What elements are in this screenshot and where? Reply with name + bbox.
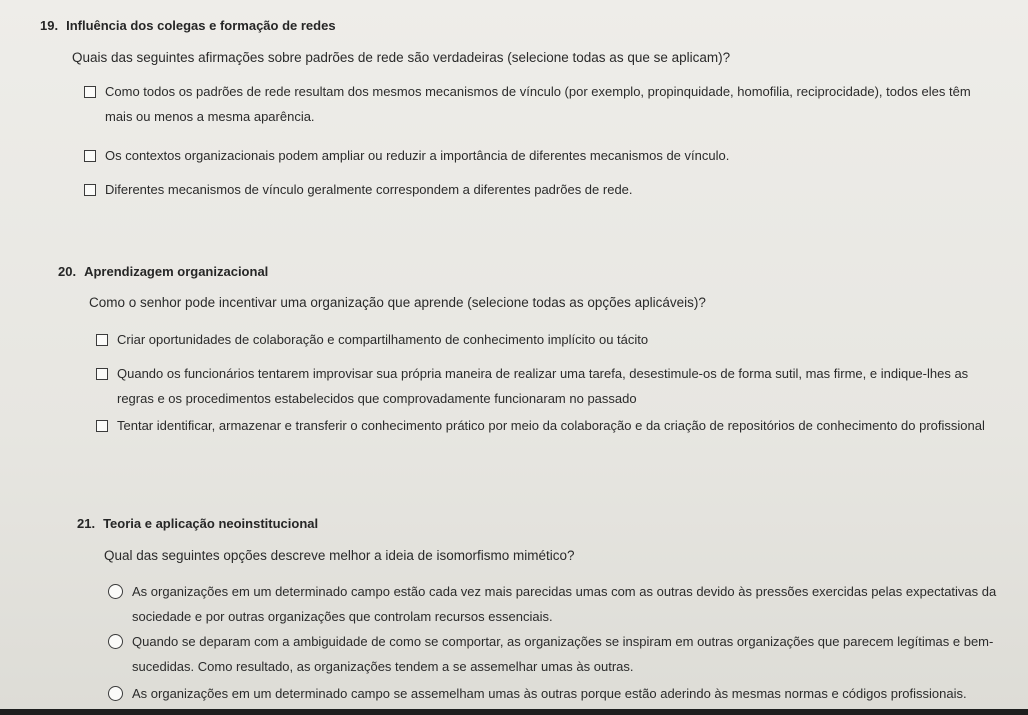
q19-option-3[interactable] xyxy=(84,182,994,202)
radio-button[interactable] xyxy=(108,686,123,701)
question-number: 21. xyxy=(77,516,96,531)
checkbox[interactable] xyxy=(96,334,108,346)
bottom-edge xyxy=(0,709,1028,715)
q21-option-3[interactable] xyxy=(108,686,998,706)
checkbox[interactable] xyxy=(96,420,108,432)
question-20-title xyxy=(58,264,268,279)
option-label: Criar oportunidades de colaboração e compartilhamento de conhecimento implícito ou tácito xyxy=(117,332,649,347)
checkbox[interactable] xyxy=(84,150,96,162)
q20-option-3[interactable] xyxy=(96,418,986,438)
option-label: Quando os funcionários tentarem improvisar sua própria maneira de realizar uma tarefa, desestimule-os de forma sutil, mas firme, e indique-lhes as regras e os procedimentos estabelecidos que comprovadamente funcionaram no passado xyxy=(117,366,969,406)
question-20-prompt: Como o senhor pode incentivar uma organização que aprende (selecione todas as opções aplicáveis)? xyxy=(89,295,706,310)
checkbox[interactable] xyxy=(84,86,96,98)
option-label: Como todos os padrões de rede resultam dos mesmos mecanismos de vínculo (por exemplo, propinquidade, homofilia, reciprocidade), todos eles têm mais ou menos a mesma aparência. xyxy=(105,84,971,124)
option-label: Tentar identificar, armazenar e transferir o conhecimento prático por meio da colaboração e da criação de repositórios de conhecimento do profissional xyxy=(117,418,985,433)
q19-option-1[interactable] xyxy=(84,84,994,129)
q20-option-1[interactable] xyxy=(96,332,986,352)
option-label: As organizações em um determinado campo se assemelham umas às outras porque estão aderindo às mesmas normas e códigos profissionais. xyxy=(132,686,967,701)
option-label: Os contextos organizacionais podem ampliar ou reduzir a importância de diferentes mecanismos de vínculo. xyxy=(105,148,730,163)
checkbox[interactable] xyxy=(84,184,96,196)
q19-option-2[interactable] xyxy=(84,148,994,168)
q21-option-1[interactable] xyxy=(108,584,998,629)
question-21-title xyxy=(77,516,318,531)
question-title-text: Aprendizagem organizacional xyxy=(84,264,269,279)
question-title-text: Influência dos colegas e formação de redes xyxy=(66,18,336,33)
question-number: 20. xyxy=(58,264,77,279)
radio-button[interactable] xyxy=(108,584,123,599)
radio-button[interactable] xyxy=(108,634,123,649)
q21-option-2[interactable] xyxy=(108,634,998,679)
q20-option-2[interactable] xyxy=(96,366,986,411)
option-label: As organizações em um determinado campo estão cada vez mais parecidas umas com as outras devido às pressões exercidas pelas expectativas da sociedade e por outras organizações que controlam recursos essenciais. xyxy=(132,584,997,624)
question-title-text: Teoria e aplicação neoinstitucional xyxy=(103,516,319,531)
question-19-title xyxy=(40,18,336,33)
checkbox[interactable] xyxy=(96,368,108,380)
option-label: Quando se deparam com a ambiguidade de como se comportar, as organizações se inspiram em outras organizações que parecem legítimas e bem-sucedidas. Como resultado, as organizações tendem a se assemelhar umas às outras. xyxy=(132,634,994,674)
question-number: 19. xyxy=(40,18,59,33)
option-label: Diferentes mecanismos de vínculo geralmente correspondem a diferentes padrões de rede. xyxy=(105,182,633,197)
question-21-prompt: Qual das seguintes opções descreve melhor a ideia de isomorfismo mimético? xyxy=(104,548,575,563)
question-19-prompt: Quais das seguintes afirmações sobre padrões de rede são verdadeiras (selecione todas as que se aplicam)? xyxy=(72,50,731,65)
